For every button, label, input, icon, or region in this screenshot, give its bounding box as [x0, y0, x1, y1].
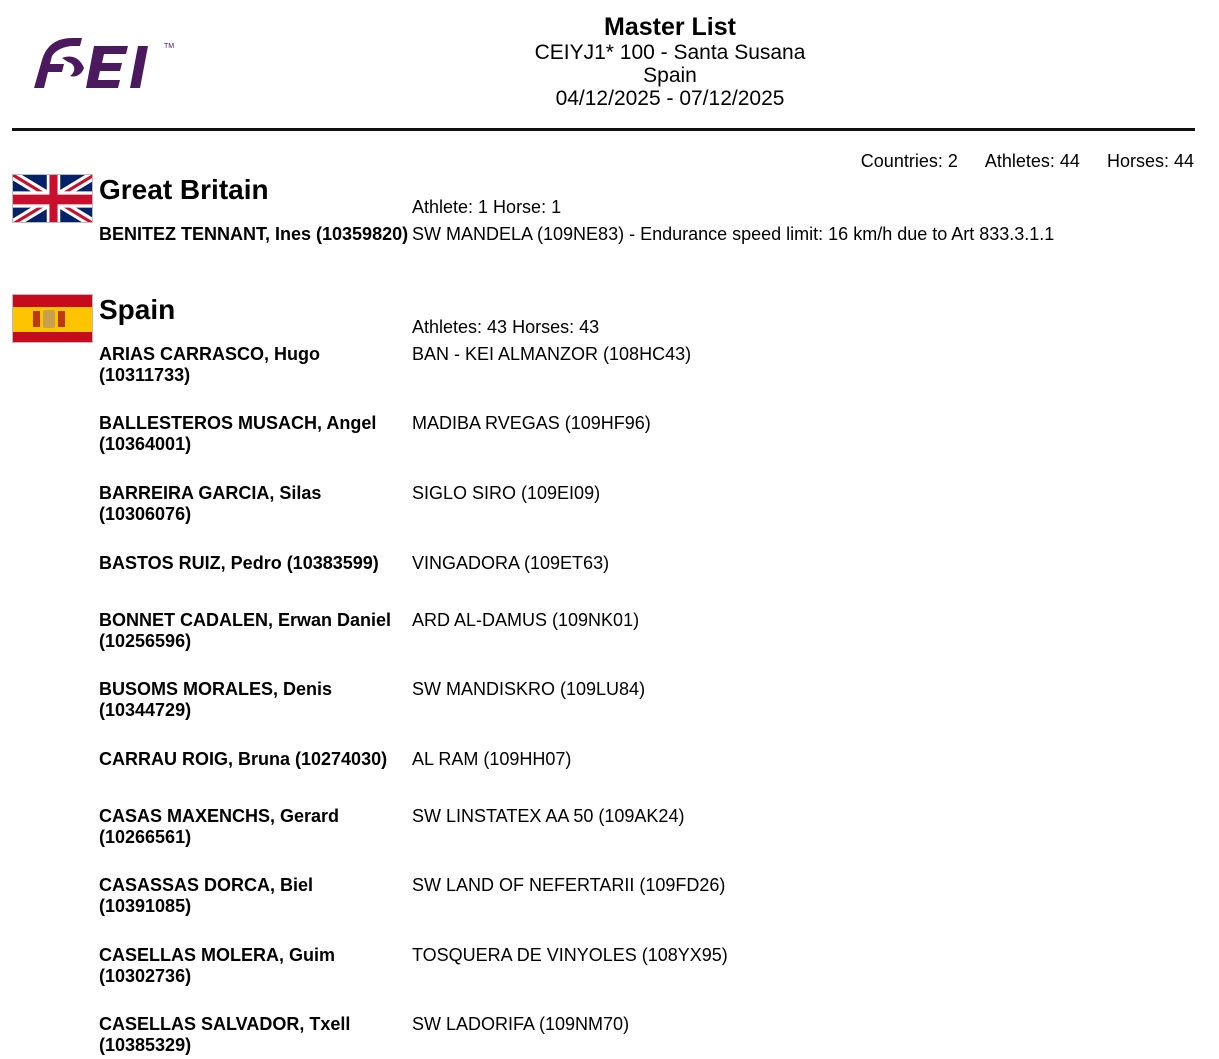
country-count-spain: Athletes: 43 Horses: 43	[412, 317, 600, 337]
event-name: CEIYJ1* 100 - Santa Susana	[534, 41, 806, 64]
page-title: Master List	[604, 13, 736, 41]
athlete-name: BARREIRA GARCIA, Silas (10306076)	[99, 483, 322, 524]
horse-name: SW LINSTATEX AA 50 (109AK24)	[412, 806, 685, 826]
country-name-great-britain: Great Britain	[99, 174, 269, 205]
athlete-name: CASASSAS DORCA, Biel (10391085)	[99, 875, 314, 916]
horse-name: SW MANDELA (109NE83) - Endurance speed limit: 16 km/h due to Art 833.3.1.1	[412, 224, 1055, 244]
header-divider	[12, 128, 1195, 131]
horse-name: TOSQUERA DE VINYOLES (108YX95)	[412, 945, 728, 965]
athlete-name: CARRAU ROIG, Bruna (10274030)	[99, 749, 388, 769]
athlete-name: BONNET CADALEN, Erwan Daniel (10256596)	[99, 610, 392, 651]
athlete-name: BUSOMS MORALES, Denis (10344729)	[99, 679, 333, 720]
event-country: Spain	[643, 64, 697, 87]
athlete-name: BASTOS RUIZ, Pedro (10383599)	[99, 553, 379, 573]
athlete-name: ARIAS CARRASCO, Hugo (10311733)	[99, 344, 320, 385]
uk-flag	[12, 174, 93, 223]
athlete-name: CASAS MAXENCHS, Gerard (10266561)	[99, 806, 340, 847]
horses-count: Horses: 44	[1106, 151, 1194, 171]
horse-name: BAN - KEI ALMANZOR (108HC43)	[412, 344, 692, 364]
horse-name: SIGLO SIRO (109EI09)	[412, 483, 601, 503]
horse-name: MADIBA RVEGAS (109HF96)	[412, 413, 651, 433]
horse-name: AL RAM (109HH07)	[412, 749, 572, 769]
event-dates: 04/12/2025 - 07/12/2025	[555, 87, 785, 110]
horse-name: SW MANDISKRO (109LU84)	[412, 679, 646, 699]
athlete-name: BALLESTEROS MUSACH, Angel (10364001)	[99, 413, 377, 454]
svg-text:TM: TM	[164, 43, 175, 50]
horse-name: SW LAND OF NEFERTARII (109FD26)	[412, 875, 726, 895]
countries-count: Countries: 2	[860, 151, 958, 171]
horse-name: SW LADORIFA (109NM70)	[412, 1014, 630, 1034]
country-name-spain: Spain	[99, 294, 176, 325]
horse-name: VINGADORA (109ET63)	[412, 553, 610, 573]
fei-logo	[32, 38, 182, 94]
horse-name: ARD AL-DAMUS (109NK01)	[412, 610, 640, 630]
summary-counts	[839, 151, 1194, 172]
athlete-name: CASELLAS SALVADOR, Txell (10385329)	[99, 1014, 351, 1055]
athlete-name: BENITEZ TENNANT, Ines (10359820)	[99, 224, 409, 244]
athletes-count: Athletes: 44	[984, 151, 1080, 171]
athlete-name: CASELLAS MOLERA, Guim (10302736)	[99, 945, 336, 986]
spain-flag	[12, 294, 93, 343]
document-header	[420, 13, 920, 110]
country-count-great-britain: Athlete: 1 Horse: 1	[412, 197, 562, 217]
